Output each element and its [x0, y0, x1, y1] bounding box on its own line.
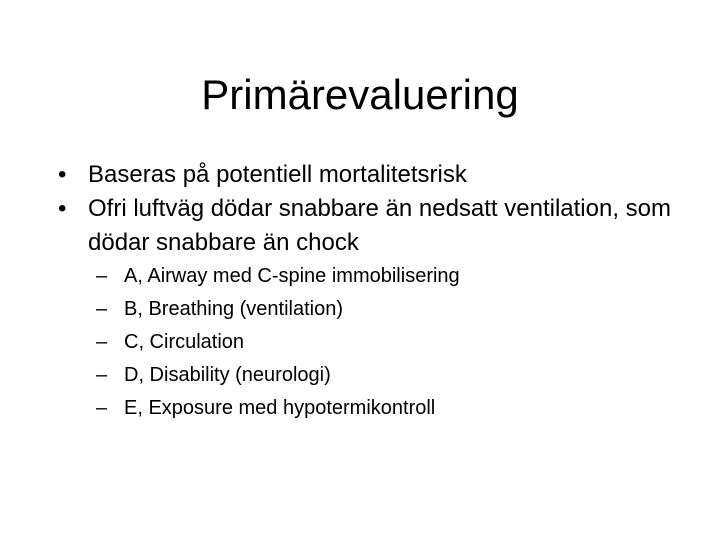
bullet-text: Ofri luftväg dödar snabbare än nedsatt ventilation, som dödar snabbare än chock: [88, 195, 672, 256]
sub-bullet-item: [96, 392, 656, 425]
dash-marker: –: [96, 298, 108, 320]
bullet-text: Baseras på potentiell mortalitetsrisk: [88, 161, 467, 188]
sub-bullet-item: [96, 326, 656, 359]
sub-bullet-text: A, Airway med C-spine immobilisering: [124, 265, 460, 287]
dash-marker: –: [96, 397, 108, 419]
dash-marker: –: [96, 265, 108, 287]
dash-marker: –: [96, 364, 108, 386]
dash-marker: –: [96, 331, 108, 353]
slide-title: Primärevaluering: [201, 71, 519, 118]
bullet-marker: •: [58, 161, 67, 188]
sub-bullet-text: B, Breathing (ventilation): [124, 298, 344, 320]
sub-bullet-text: D, Disability (neurologi): [124, 364, 331, 386]
bullet-item: [58, 192, 678, 260]
sub-bullet-item: [96, 293, 656, 326]
sub-bullet-list: [96, 260, 656, 425]
bullet-item: [58, 158, 678, 192]
sub-bullet-text: C, Circulation: [124, 331, 245, 353]
bullet-marker: •: [58, 195, 67, 222]
sub-bullet-item: [96, 359, 656, 392]
sub-bullet-item: [96, 260, 656, 293]
sub-bullet-text: E, Exposure med hypotermikontroll: [124, 397, 436, 419]
bullet-list: [58, 158, 678, 260]
